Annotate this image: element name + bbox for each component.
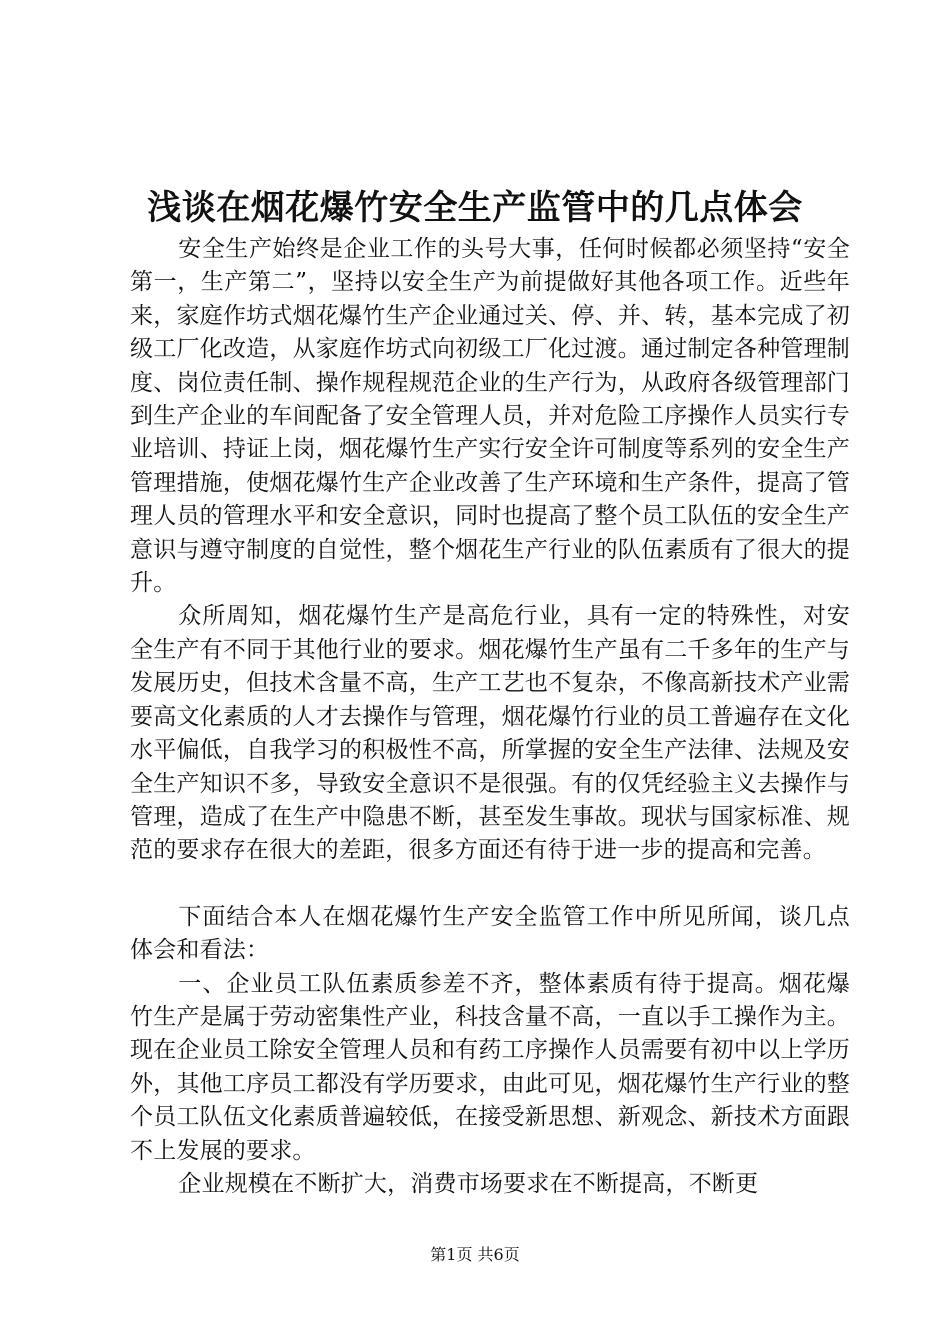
paragraph-industry: 众所周知，烟花爆竹生产是高危行业，具有一定的特殊性，对安全生产有不同于其他行业的要求。烟花爆竹生产虽有二千多年的生产与发展历史，但技术含量不高，生产工艺也不复杂，不像高新技术产业需要高文化素质的人才去操作与管理，烟花爆竹行业的员工普遍存在文化水平偏低，自我学习的积极性不高，所掌握的安全生产法律、法规及安全生产知识不多，导致安全意识不是很强。有的仅凭经验主义去操作与管理，造成了在生产中隐患不断，甚至发生事故。现状与国家标准、规范的要求存在很大的差距，很多方面还有待于进一步的提高和完善。 xyxy=(130,603,850,864)
paragraph-point-one: 一、企业员工队伍素质参差不齐，整体素质有待于提高。烟花爆竹生产是属于劳动密集性产业，科技含量不高，一直以手工操作为主。现在企业员工除安全管理人员和有药工序操作人员需要有初中以上学历外，其他工序员工都没有学历要求，由此可见，烟花爆竹生产行业的整个员工队伍文化素质普遍较低，在接受新思想、新观念、新技术方面跟不上发展的要求。 xyxy=(130,970,850,1164)
paragraph-lead-in: 下面结合本人在烟花爆竹生产安全监管工作中所见所闻，谈几点体会和看法： xyxy=(130,903,850,964)
paragraph-gap xyxy=(130,868,850,901)
document-title: 浅谈在烟花爆竹安全生产监管中的几点体会 xyxy=(147,188,803,228)
paragraph-continuation: 企业规模在不断扩大，消费市场要求在不断提高，不断更 xyxy=(178,1170,759,1197)
document-body xyxy=(130,233,850,1201)
paragraph-intro: 安全生产始终是企业工作的头号大事，任何时候都必须坚持“安全第一，生产第二”，坚持以安全生产为前提做好其他各项工作。近些年来，家庭作坊式烟花爆竹生产企业通过关、停、并、转，基本完成了初级工厂化改造，从家庭作坊式向初级工厂化过渡。通过制定各种管理制度、岗位责任制、操作规程规范企业的生产行为，从政府各级管理部门到生产企业的车间配备了安全管理人员，并对危险工序操作人员实行专业培训、持证上岗，烟花爆竹生产实行安全许可制度等系列的安全生产管理措施，使烟花爆竹生产企业改善了生产环境和生产条件，提高了管理人员的管理水平和安全意识，同时也提高了整个员工队伍的安全生产意识与遵守制度的自觉性，整个烟花生产行业的队伍素质有了很大的提升。 xyxy=(130,236,850,597)
page-footer: 第1页 共6页 xyxy=(430,1245,520,1264)
